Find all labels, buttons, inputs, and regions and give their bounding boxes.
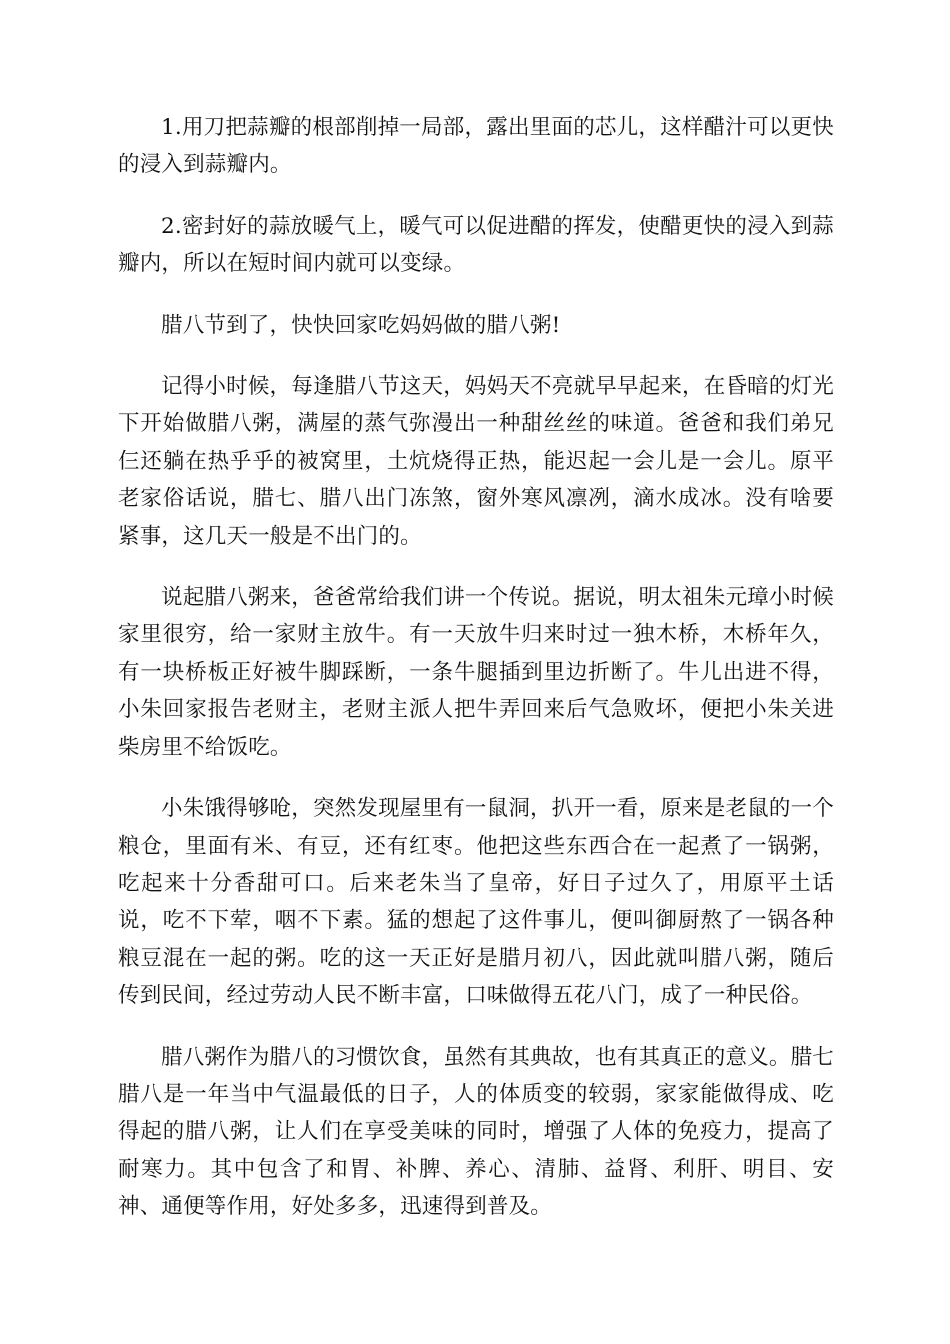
paragraph-garlic-tip-2: 2.密封好的蒜放暖气上，暖气可以促进醋的挥发，使醋更快的浸入到蒜瓣内，所以在短时间内就可以变绿。 <box>118 213 834 277</box>
document-body <box>118 109 834 1226</box>
paragraph-legend-part-1: 说起腊八粥来，爸爸常给我们讲一个传说。据说，明太祖朱元璋小时候家里很穷，给一家财主放牛。有一天放牛归来时过一独木桥，木桥年久，有一块桥板正好被牛脚踩断，一条牛腿插到里边折断了。牛儿出进不得，小朱回家报告老财主，老财主派人把牛弄回来后气急败坏，便把小朱关进柴房里不给饭吃。 <box>118 585 834 760</box>
paragraph-childhood-memory: 记得小时候，每逢腊八节这天，妈妈天不亮就早早起来，在昏暗的灯光下开始做腊八粥，满屋的蒸气弥漫出一种甜丝丝的味道。爸爸和我们弟兄仨还躺在热乎乎的被窝里，土炕烧得正热，能迟起一会儿是一会儿。原平老家俗话说，腊七、腊八出门冻煞，窗外寒风凛冽，滴水成冰。没有啥要紧事，这几天一般是不出门的。 <box>118 374 834 549</box>
paragraph-garlic-tip-1: 1.用刀把蒜瓣的根部削掉一局部，露出里面的芯儿，这样醋汁可以更快的浸入到蒜瓣内。 <box>118 115 834 178</box>
paragraph-meaning: 腊八粥作为腊八的习惯饮食，虽然有其典故，也有其真正的意义。腊七腊八是一年当中气温最低的日子，人的体质变的较弱，家家能做得成、吃得起的腊八粥，让人们在享受美味的同时，增强了人体的免疫力，提高了耐寒力。其中包含了和胃、补脾、养心、清肺、益肾、利肝、明目、安神、通便等作用，好处多多，迅速得到普及。 <box>118 1044 834 1220</box>
paragraph-laba-intro: 腊八节到了，快快回家吃妈妈做的腊八粥! <box>161 312 561 338</box>
paragraph-legend-part-2: 小朱饿得够呛，突然发现屋里有一鼠洞，扒开一看，原来是老鼠的一个粮仓，里面有米、有豆，还有红枣。他把这些东西合在一起煮了一锅粥，吃起来十分香甜可口。后来老朱当了皇帝，好日子过久了，用原平土话说，吃不下荤，咽不下素。猛的想起了这件事儿，便叫御厨熬了一锅各种粮豆混在一起的粥。吃的这一天正好是腊月初八，因此就叫腊八粥，随后传到民间，经过劳动人民不断丰富，口味做得五花八门，成了一种民俗。 <box>118 796 834 1009</box>
